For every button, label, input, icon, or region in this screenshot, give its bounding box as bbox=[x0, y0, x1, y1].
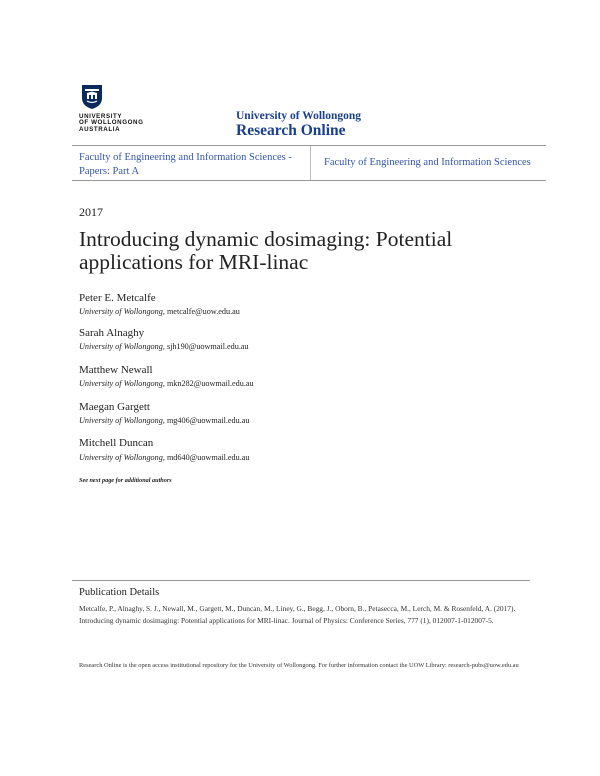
paper-title: Introducing dynamic dosimaging: Potential applications for MRI-linac bbox=[79, 227, 453, 274]
author-email[interactable]: mkn282@uowmail.edu.au bbox=[166, 379, 254, 388]
author-affiliation: University of Wollongong, md640@uowmail.edu.au bbox=[79, 453, 250, 462]
author-institution: University of Wollongong bbox=[79, 453, 163, 462]
author-name: Maegan Gargett bbox=[79, 401, 150, 413]
university-crest-icon bbox=[81, 84, 103, 110]
publication-year: 2017 bbox=[79, 205, 103, 219]
author-name: Matthew Newall bbox=[79, 364, 153, 376]
publication-details-heading: Publication Details bbox=[79, 587, 160, 598]
publication-rule bbox=[72, 580, 530, 581]
author-email[interactable]: metcalfe@uow.edu.au bbox=[166, 307, 240, 316]
band-top-rule bbox=[72, 145, 546, 146]
logo-line: AUSTRALIA bbox=[79, 125, 121, 133]
author-email[interactable]: mg406@uowmail.edu.au bbox=[166, 416, 250, 425]
author-institution: University of Wollongong bbox=[79, 342, 163, 351]
research-online-link[interactable]: Research Online bbox=[236, 122, 346, 139]
author-affiliation: University of Wollongong, sjh190@uowmail.edu.au bbox=[79, 342, 249, 351]
author-affiliation: University of Wollongong, mg406@uowmail.edu.au bbox=[79, 416, 250, 425]
university-link[interactable]: University of Wollongong bbox=[236, 110, 362, 122]
see-next-page-note: See next page for additional authors bbox=[79, 477, 172, 484]
author-name: Sarah Alnaghy bbox=[79, 327, 145, 339]
series-link[interactable]: Faculty of Engineering and Information Sciences - Papers: Part A bbox=[79, 152, 292, 177]
author-name: Peter E. Metcalfe bbox=[79, 292, 156, 304]
author-email[interactable]: sjh190@uowmail.edu.au bbox=[166, 342, 249, 351]
repository-footer-note: Research Online is the open access institutional repository for the University of Wollongong. For further information contact the UOW Library: research-pubs@uow.edu.au bbox=[79, 662, 519, 669]
author-name: Mitchell Duncan bbox=[79, 437, 154, 449]
author-email[interactable]: md640@uowmail.edu.au bbox=[166, 453, 250, 462]
band-bottom-rule bbox=[72, 180, 546, 181]
logo-line: UNIVERSITY bbox=[79, 113, 123, 120]
university-logo-wordmark bbox=[79, 114, 144, 133]
publication-details-text: Metcalfe, P., Alnaghy, S. J., Newall, M., Gargett, M., Duncan, M., Liney, G., Begg, J., Oborn, B., Petasecca, M., Lerch, M. & Rosenfeld, A. (2017). Introducing dynamic dosimaging: Potential applications for MRI-linac. Journal of Physics: Conference Series, 777 (1), 012007-1-012007-5. bbox=[79, 604, 516, 625]
author-institution: University of Wollongong bbox=[79, 416, 163, 425]
author-institution: University of Wollongong bbox=[79, 307, 163, 316]
author-affiliation: University of Wollongong, mkn282@uowmail.edu.au bbox=[79, 379, 254, 388]
author-institution: University of Wollongong bbox=[79, 379, 163, 388]
author-affiliation: University of Wollongong, metcalfe@uow.edu.au bbox=[79, 307, 240, 316]
faculty-link[interactable]: Faculty of Engineering and Information Sciences bbox=[324, 157, 531, 168]
logo-line: OF WOLLONGONG bbox=[79, 119, 144, 127]
